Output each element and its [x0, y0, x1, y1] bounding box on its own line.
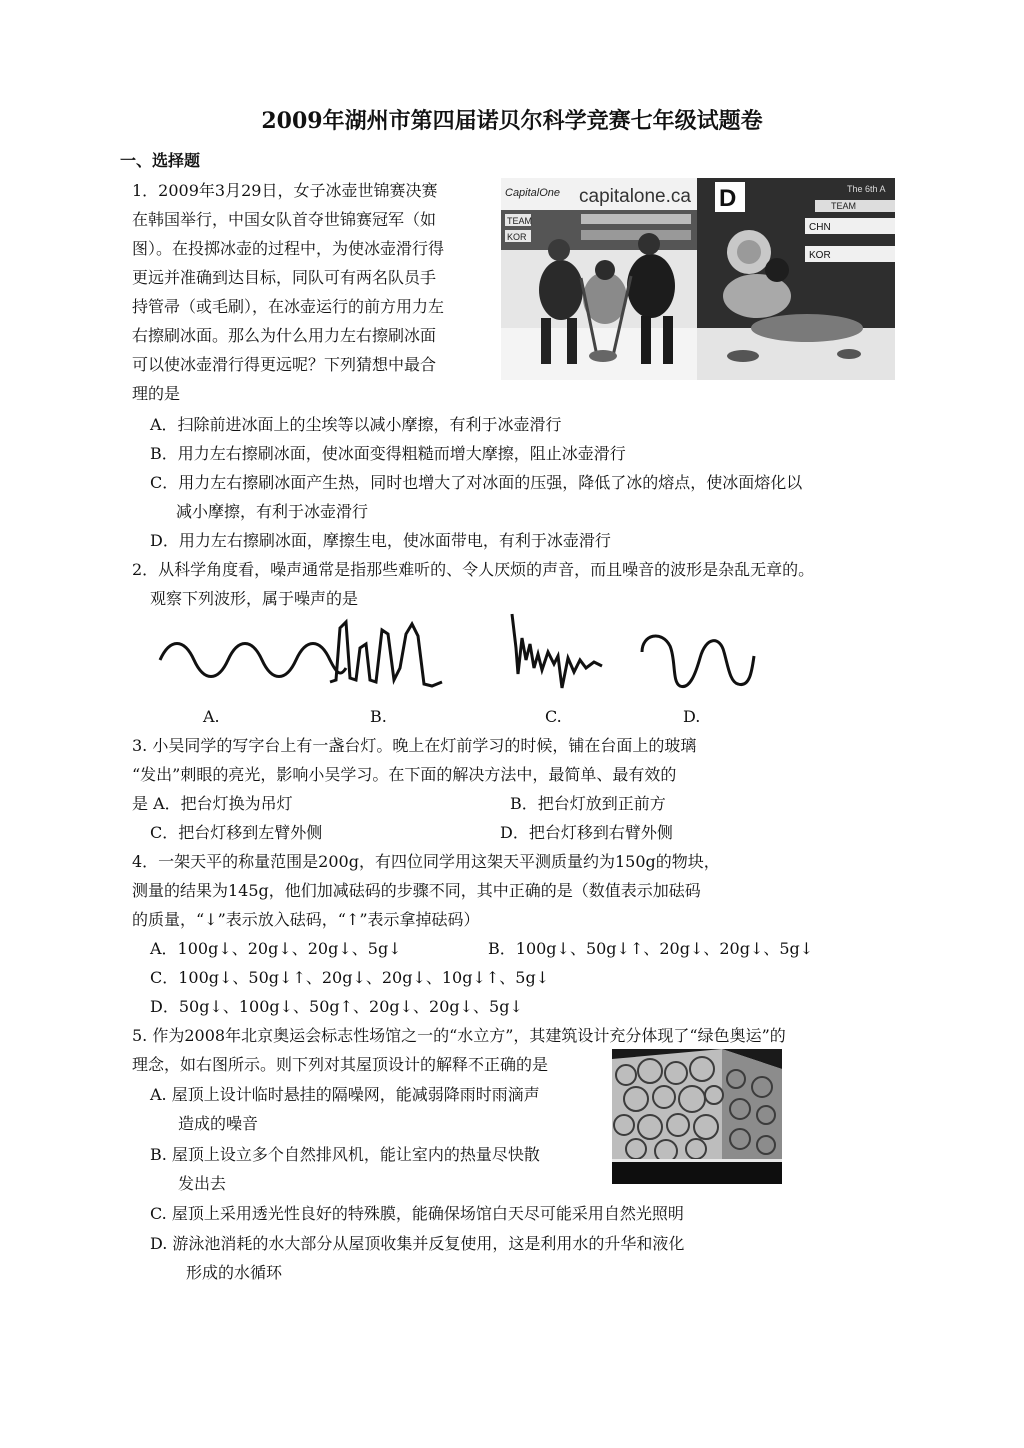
waveform-label-b: B.	[370, 707, 387, 726]
q5-option-d-cont: 形成的水循环	[186, 1263, 283, 1282]
q5-line: 理念，如右图所示。则下列对其屋顶设计的解释不正确的是	[132, 1055, 549, 1074]
q1-line: 右擦刷冰面。那么为什么用力左右擦刷冰面	[132, 326, 437, 345]
svg-text:CHN: CHN	[809, 222, 831, 233]
q1-line: 图）。在投掷冰壶的过程中，为使冰壶滑行得	[132, 239, 445, 258]
waveform-b	[330, 622, 442, 686]
q5-option-a-cont: 造成的噪音	[178, 1114, 259, 1133]
svg-text:TEAM: TEAM	[831, 201, 857, 211]
curling-team-photo	[501, 178, 699, 380]
svg-text:KOR: KOR	[507, 232, 527, 242]
q1-line: 在韩国举行，中国女队首夺世锦赛冠军（如	[132, 210, 437, 229]
q1-option-c-cont: 减小摩擦，有利于冰壶滑行	[176, 502, 369, 521]
q3-option-b: B．把台灯放到正前方	[510, 794, 666, 813]
curler-photo	[697, 178, 895, 380]
q5-line: 5. 作为2008年北京奥运会标志性场馆之一的“水立方”，其建筑设计充分体现了“绿色奥运”的	[132, 1026, 786, 1045]
q3-line: 3. 小吴同学的写字台上有一盏台灯。晚上在灯前学习的时候，铺在台面上的玻璃	[132, 736, 697, 755]
q1-option-c: C．用力左右擦刷冰面产生热，同时也增大了对冰面的压强，降低了冰的熔点，使冰面熔化以	[150, 473, 803, 492]
waveform-d	[642, 636, 754, 687]
q2-line: 2．从科学角度看，噪声通常是指那些难听的、令人厌烦的声音，而且噪音的波形是杂乱无章的。	[132, 560, 815, 579]
water-cube-photo	[612, 1049, 782, 1184]
q1-option-d: D．用力左右擦刷冰面，摩擦生电，使冰面带电，有利于冰壶滑行	[150, 531, 611, 550]
q1-line: 1．2009年3月29日，女子冰壶世锦赛决赛	[132, 181, 438, 200]
svg-text:The 6th A: The 6th A	[847, 184, 886, 194]
q2-line: 观察下列波形，属于噪声的是	[150, 589, 359, 608]
q1-line: 持管帚（或毛刷），在冰壶运行的前方用力左	[132, 297, 445, 316]
q1-option-a: A．扫除前进冰面上的尘埃等以减小摩擦，有利于冰壶滑行	[150, 415, 562, 434]
waveform-c	[512, 614, 602, 688]
q5-option-c: C. 屋顶上采用透光性良好的特殊膜，能确保场馆白天尽可能采用自然光照明	[150, 1204, 684, 1223]
q4-line: 测量的结果为145g，他们加减砝码的步骤不同，其中正确的是（数值表示加砝码	[132, 881, 701, 900]
q5-option-a: A. 屋顶上设计临时悬挂的隔噪网，能减弱降雨时雨滴声	[150, 1085, 540, 1104]
q3-line: “发出”刺眼的亮光，影响小吴学习。在下面的解决方法中，最简单、最有效的	[132, 765, 677, 784]
q4-option-d: D．50g↓、100g↓、50g↑、20g↓、20g↓、5g↓	[150, 997, 523, 1016]
q1-line: 可以使冰壶滑行得更远呢？下列猜想中最合	[132, 355, 437, 374]
paper-title: 2009年湖州市第四届诺贝尔科学竞赛七年级试题卷	[261, 108, 763, 134]
q1-line: 理的是	[132, 384, 181, 403]
q3-option-a: 是 A．把台灯换为吊灯	[132, 794, 293, 813]
waveform-label-a: A.	[203, 707, 220, 726]
q5-option-b: B. 屋顶上设立多个自然排风机，能让室内的热量尽快散	[150, 1145, 540, 1164]
waveform-figure	[150, 608, 770, 708]
q3-option-c: C．把台灯移到左臂外侧	[150, 823, 323, 842]
capitalone-url-text: capitalone.ca	[579, 186, 691, 207]
waveform-label-d: D.	[683, 707, 701, 726]
waveform-label-c: C.	[545, 707, 562, 726]
q1-option-b: B．用力左右擦刷冰面，使冰面变得粗糙而增大摩擦，阻止冰壶滑行	[150, 444, 626, 463]
svg-text:TEAM: TEAM	[507, 216, 533, 226]
q4-option-b: B．100g↓、50g↓↑、20g↓、20g↓、5g↓	[488, 939, 814, 958]
q4-option-c: C．100g↓、50g↓↑、20g↓、20g↓、10g↓↑、5g↓	[150, 968, 550, 987]
photo-letter-d: D	[719, 185, 737, 212]
capitalone-logo-text: CapitalOne	[505, 187, 561, 199]
q3-option-d: D．把台灯移到右臂外侧	[500, 823, 673, 842]
q4-option-a: A．100g↓、20g↓、20g↓、5g↓	[150, 939, 402, 958]
section-heading: 一、选择题	[120, 151, 201, 170]
q5-option-d: D. 游泳池消耗的水大部分从屋顶收集并反复使用，这是利用水的升华和液化	[150, 1234, 685, 1253]
q4-line: 的质量，“↓”表示放入砝码，“↑”表示拿掉砝码）	[132, 910, 480, 929]
q4-line: 4．一架天平的称量范围是200g，有四位同学用这架天平测质量约为150g的物块，	[132, 852, 720, 871]
q5-option-b-cont: 发出去	[178, 1174, 227, 1193]
waveform-a	[160, 644, 346, 677]
svg-text:KOR: KOR	[809, 250, 831, 261]
q1-line: 更远并准确到达目标，同队可有两名队员手	[132, 268, 437, 287]
